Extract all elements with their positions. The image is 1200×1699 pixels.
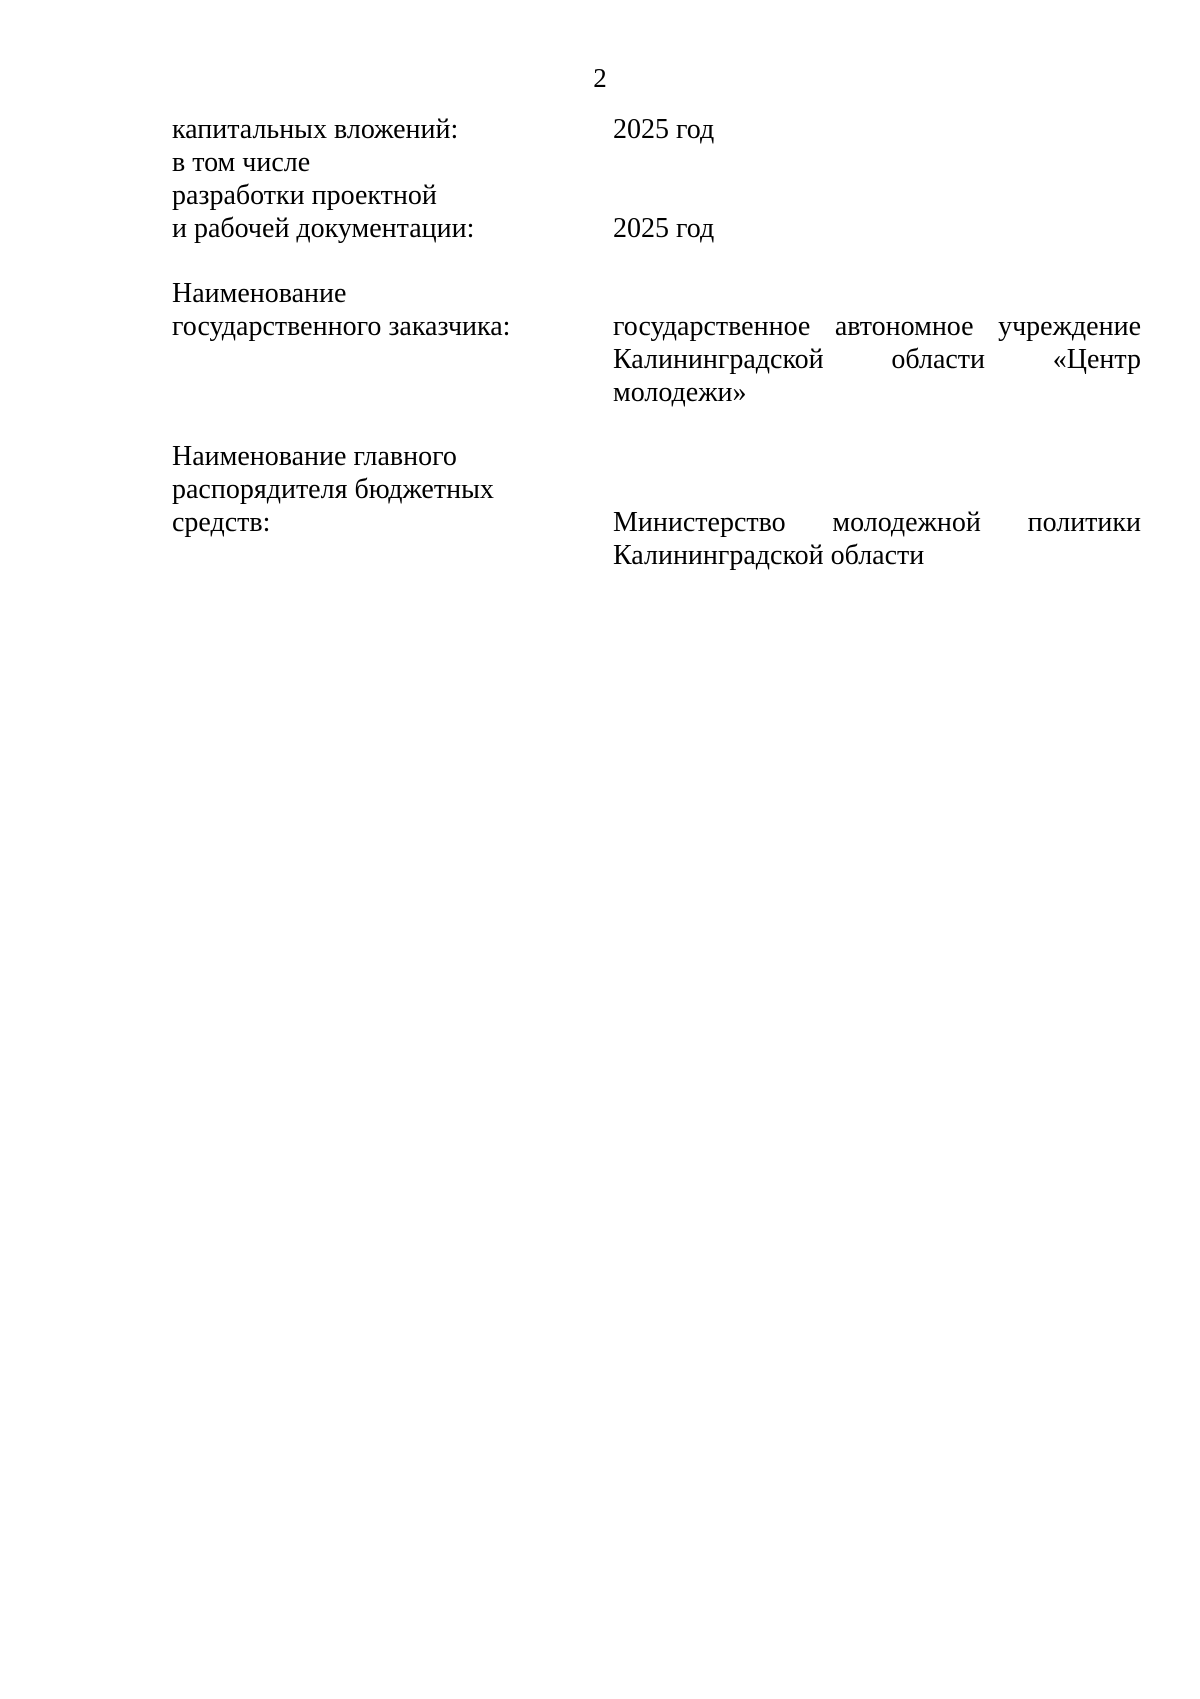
value-line: 2025 год bbox=[613, 114, 715, 145]
design-documentation-year bbox=[613, 212, 1141, 245]
label-line: Наименование главного bbox=[172, 441, 457, 472]
value-line: 2025 год bbox=[613, 213, 715, 244]
page-number: 2 bbox=[593, 63, 607, 93]
label-line: государственного заказчика: bbox=[172, 311, 511, 342]
value-line: Калининградской области «Центр bbox=[613, 344, 1141, 375]
label-line: Наименование bbox=[172, 278, 347, 309]
value-line: государственное автономное учреждение bbox=[613, 311, 1141, 342]
budget-administrator-value bbox=[613, 506, 1141, 572]
label-line: и рабочей документации: bbox=[172, 213, 475, 244]
budget-administrator-label bbox=[172, 440, 592, 539]
value-line: Министерство молодежной политики bbox=[613, 507, 1141, 538]
label-line: распорядителя бюджетных bbox=[172, 474, 494, 505]
label-line: в том числе bbox=[172, 147, 311, 178]
label-line: капитальных вложений: bbox=[172, 114, 459, 145]
state-customer-label bbox=[172, 277, 592, 343]
state-customer-value bbox=[613, 310, 1141, 409]
label-line: разработки проектной bbox=[172, 180, 437, 211]
capital-investments-year bbox=[613, 113, 1141, 146]
value-line: молодежи» bbox=[613, 377, 747, 408]
label-line: средств: bbox=[172, 507, 271, 538]
value-line: Калининградской области bbox=[613, 540, 925, 571]
capital-investments-label bbox=[172, 113, 592, 245]
